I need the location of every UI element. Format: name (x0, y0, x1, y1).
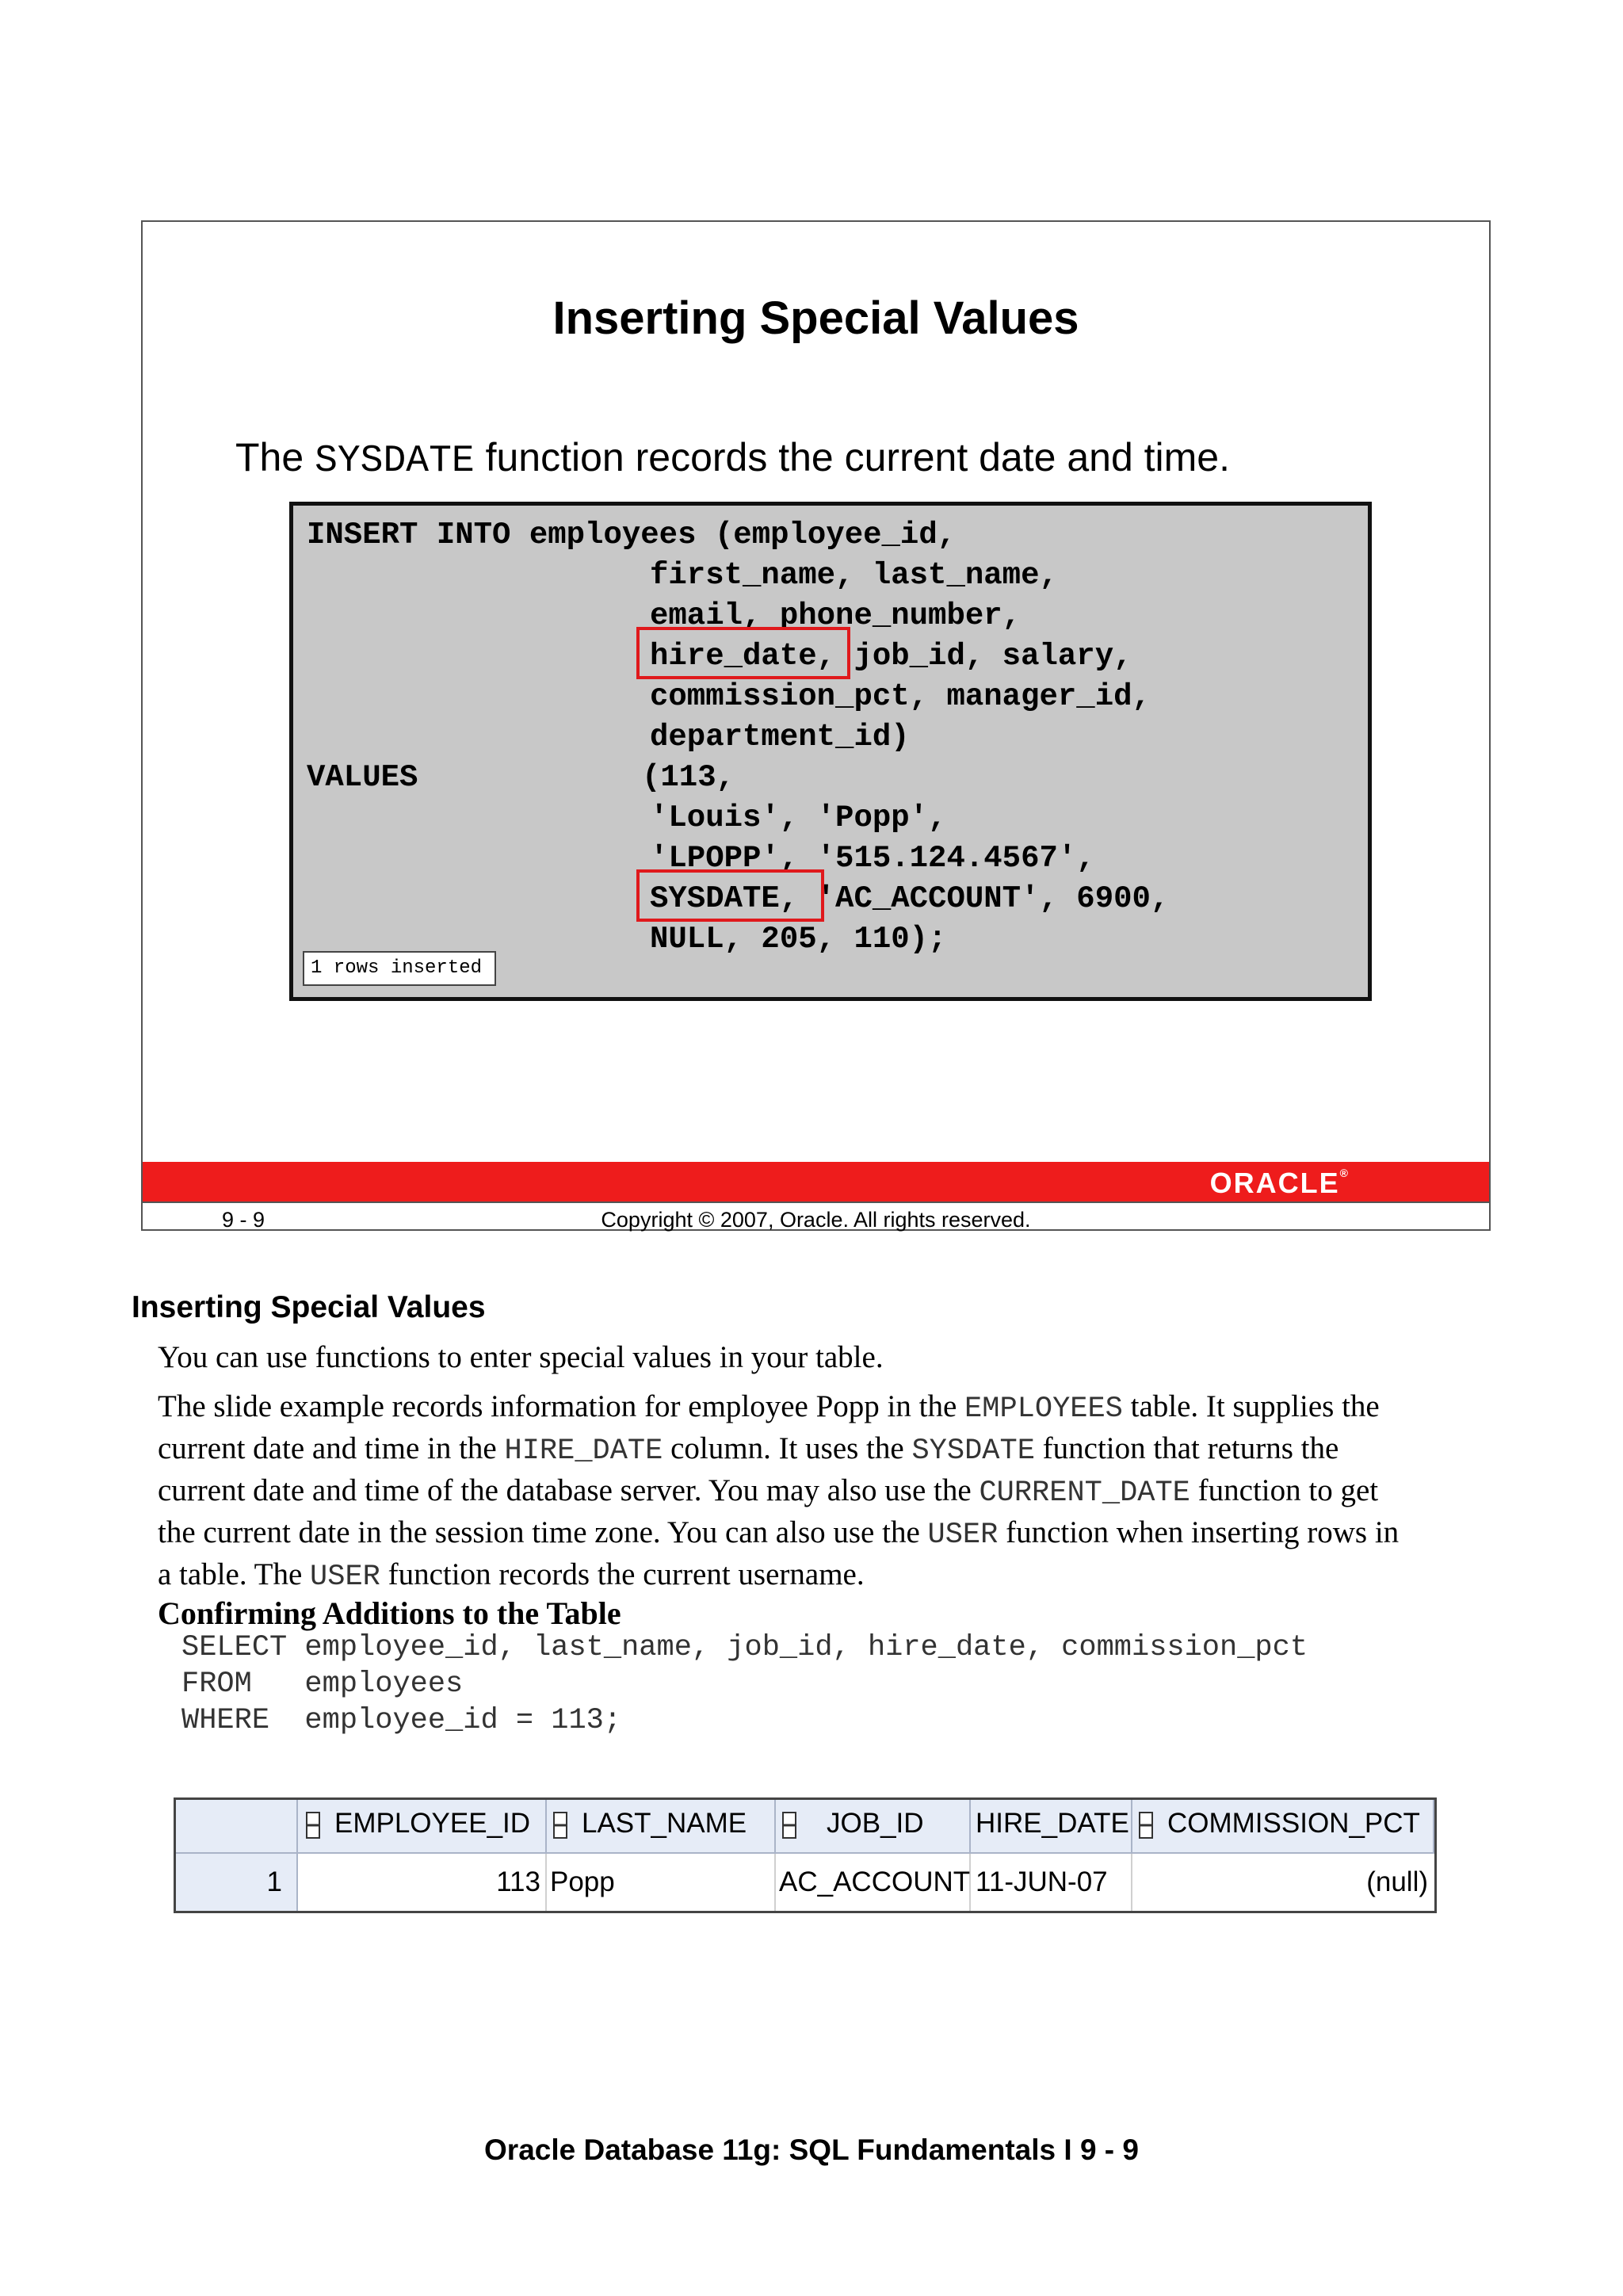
slide-title: Inserting Special Values (552, 292, 1079, 344)
result-grid (174, 1797, 1437, 1913)
inline-code: HIRE_DATE (504, 1435, 663, 1468)
code-line: department_id) (650, 720, 910, 755)
book-footer: Oracle Database 11g: SQL Fundamentals I 9 - 9 (484, 2134, 1139, 2166)
code-line: (113, (642, 760, 735, 795)
notes-paragraph-1: You can use functions to enter special values in your table. (158, 1340, 884, 1374)
notes-paragraph-line (158, 1555, 1505, 1597)
sql-line: SELECT employee_id, last_name, job_id, hire_date, commission_pct (181, 1631, 1308, 1664)
slide-intro (235, 434, 1230, 483)
code-box (289, 502, 1372, 1001)
sysdate-highlight (636, 869, 824, 922)
cell-employee-id[interactable]: 113 (298, 1854, 547, 1911)
slide-page-number: 9 - 9 (222, 1208, 265, 1232)
code-line: first_name, last_name, (650, 558, 1058, 593)
code-line: email, phone_number, (650, 598, 1022, 633)
inline-text: current date and time in the (158, 1431, 505, 1465)
cell-job-id[interactable]: AC_ACCOUNT (776, 1854, 971, 1911)
notes-paragraph-line (158, 1513, 1505, 1555)
cell-last-name[interactable]: Popp (547, 1854, 776, 1911)
row-number[interactable]: 1 (176, 1854, 298, 1911)
inline-text: column. It uses the (663, 1431, 912, 1465)
column-header-label: EMPLOYEE_ID (334, 1808, 531, 1839)
column-header-label: JOB_ID (827, 1808, 924, 1839)
column-header-job-id[interactable] (776, 1800, 971, 1854)
cell-commission-pct[interactable]: (null) (1132, 1854, 1434, 1911)
code-line: hire_date, job_id, salary, (650, 639, 1132, 674)
footer-rule (143, 1201, 1489, 1203)
column-header-label: LAST_NAME (582, 1808, 747, 1839)
notes-paragraph-line (158, 1387, 1505, 1429)
notes-paragraph-line (158, 1429, 1505, 1471)
inline-text: function that returns the (1034, 1431, 1339, 1465)
inline-code: USER (310, 1561, 380, 1594)
column-header-last-name[interactable] (547, 1800, 776, 1854)
code-line: NULL, 205, 110); (650, 922, 947, 957)
code-line: SYSDATE, 'AC_ACCOUNT', 6900, (650, 881, 1170, 916)
inline-code: SYSDATE (911, 1435, 1035, 1468)
column-header-label: HIRE_DATE (976, 1808, 1129, 1839)
sort-icon[interactable] (553, 1812, 567, 1839)
intro-text-before: The (235, 435, 315, 479)
notes-paragraph-2 (158, 1387, 1505, 1597)
code-line: 'LPOPP', '515.124.4567', (650, 841, 1095, 876)
sql-line: FROM employees (181, 1668, 464, 1701)
inline-text: table. It supplies the (1122, 1389, 1380, 1423)
confirming-heading: Confirming Additions to the Table (158, 1595, 621, 1631)
hire-date-highlight (636, 627, 850, 679)
inline-code: USER (927, 1519, 999, 1552)
inline-text: function to get (1190, 1473, 1379, 1507)
code-line: VALUES (307, 760, 418, 795)
inline-text: a table. The (158, 1557, 311, 1591)
slide-frame (141, 220, 1491, 1231)
inline-code: EMPLOYEES (964, 1392, 1123, 1426)
column-header-label: COMMISSION_PCT (1167, 1808, 1420, 1839)
column-header-commission-pct[interactable] (1132, 1800, 1434, 1854)
cell-hire-date[interactable]: 11-JUN-07 (971, 1854, 1132, 1911)
inline-text: function when inserting rows in (998, 1515, 1400, 1549)
notes-paragraph-line (158, 1471, 1505, 1513)
oracle-logo-text: ORACLE (1209, 1167, 1340, 1199)
rows-inserted-label: 1 rows inserted (303, 951, 496, 986)
inline-text: function records the current username. (380, 1557, 865, 1591)
inline-code: CURRENT_DATE (979, 1477, 1190, 1510)
oracle-logo: ORACLE® (1209, 1167, 1348, 1199)
inline-text: The slide example records information for employee Popp in the (158, 1389, 965, 1423)
grid-corner-header (176, 1800, 298, 1854)
inline-text: the current date in the session time zone. You can also use the (158, 1515, 928, 1549)
copyright-text: Copyright © 2007, Oracle. All rights reserved. (601, 1208, 1031, 1232)
sort-icon[interactable] (782, 1812, 796, 1839)
sql-line: WHERE employee_id = 113; (181, 1704, 622, 1737)
sort-icon[interactable] (306, 1812, 320, 1839)
code-line: INSERT INTO employees (employee_id, (307, 518, 957, 552)
column-header-employee-id[interactable] (298, 1800, 547, 1854)
code-line: 'Louis', 'Popp', (650, 800, 947, 835)
intro-text-after: function records the current date and time. (474, 435, 1230, 479)
notes-heading: Inserting Special Values (132, 1290, 486, 1324)
inline-text: current date and time of the database server. You may also use the (158, 1473, 980, 1507)
sort-icon[interactable] (1139, 1812, 1153, 1839)
column-header-hire-date[interactable] (971, 1800, 1132, 1854)
code-line: commission_pct, manager_id, (650, 679, 1151, 714)
intro-code: SYSDATE (315, 440, 475, 483)
